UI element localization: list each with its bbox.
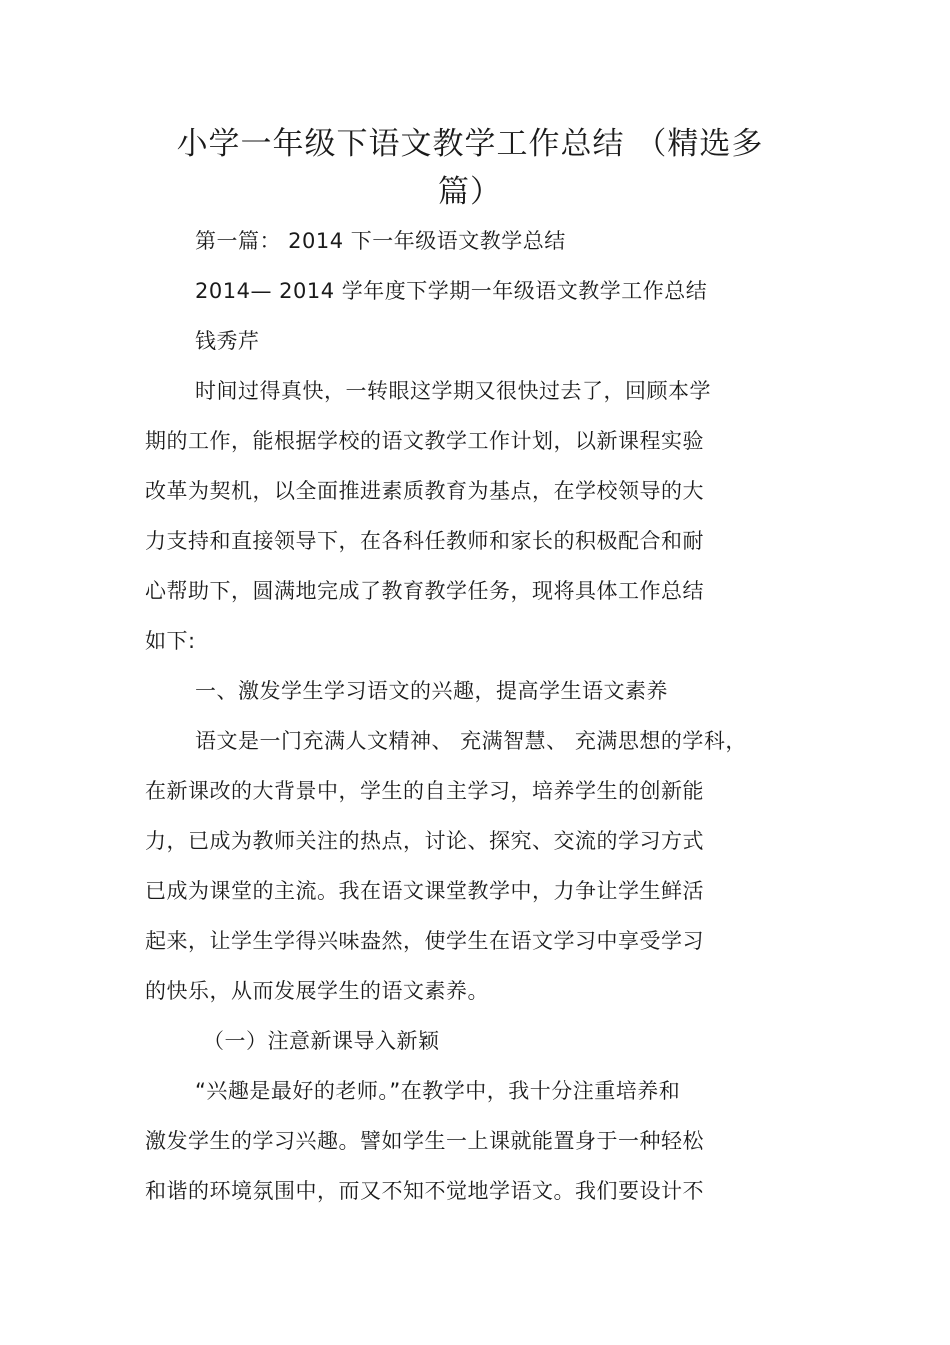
paragraph-line: 期的工作，能根据学校的语文教学工作计划，以新课程实验 (145, 429, 704, 453)
paragraph-line: 已成为课堂的主流。我在语文课堂教学中，力争让学生鲜活 (145, 879, 704, 903)
section-heading-1: 一、激发学生学习语文的兴趣，提高学生语文素养 (195, 679, 668, 703)
paragraph-line: 的快乐，从而发展学生的语文素养。 (145, 979, 489, 1003)
document-title-line-1: 小学一年级下语文教学工作总结 （精选多 (176, 126, 764, 162)
paragraph-line: “兴趣是最好的老师。”在教学中，我十分注重培养和 (195, 1079, 681, 1103)
paragraph-line: 时间过得真快，一转眼这学期又很快过去了，回顾本学 (195, 379, 711, 403)
paragraph-line: 心帮助下，圆满地完成了教育教学任务，现将具体工作总结 (145, 579, 704, 603)
paragraph-line: 和谐的环境氛围中，而又不知不觉地学语文。我们要设计不 (145, 1179, 704, 1203)
paragraph-line: 力支持和直接领导下，在各科任教师和家长的积极配合和耐 (145, 529, 704, 553)
paragraph-line: 起来，让学生学得兴味盎然，使学生在语文学习中享受学习 (145, 929, 704, 953)
section-heading-first-part: 第一篇： 2014 下一年级语文教学总结 (195, 229, 566, 253)
paragraph-line: 激发学生的学习兴趣。譬如学生一上课就能置身于一种轻松 (145, 1129, 704, 1153)
subsection-heading-1: （一）注意新课导入新颖 (203, 1029, 440, 1053)
author-name: 钱秀芹 (195, 329, 260, 353)
paragraph-line: 改革为契机，以全面推进素质教育为基点，在学校领导的大 (145, 479, 704, 503)
paragraph-line: 在新课改的大背景中，学生的自主学习，培养学生的创新能 (145, 779, 704, 803)
paragraph-line: 力，已成为教师关注的热点，讨论、探究、交流的学习方式 (145, 829, 704, 853)
paragraph-line: 如下: (145, 629, 196, 653)
paragraph-line: 语文是一门充满人文精神、 充满智慧、 充满思想的学科， (195, 729, 747, 753)
document-title-line-2: 篇） (438, 174, 502, 210)
summary-title: 2014— 2014 学年度下学期一年级语文教学工作总结 (195, 279, 708, 303)
